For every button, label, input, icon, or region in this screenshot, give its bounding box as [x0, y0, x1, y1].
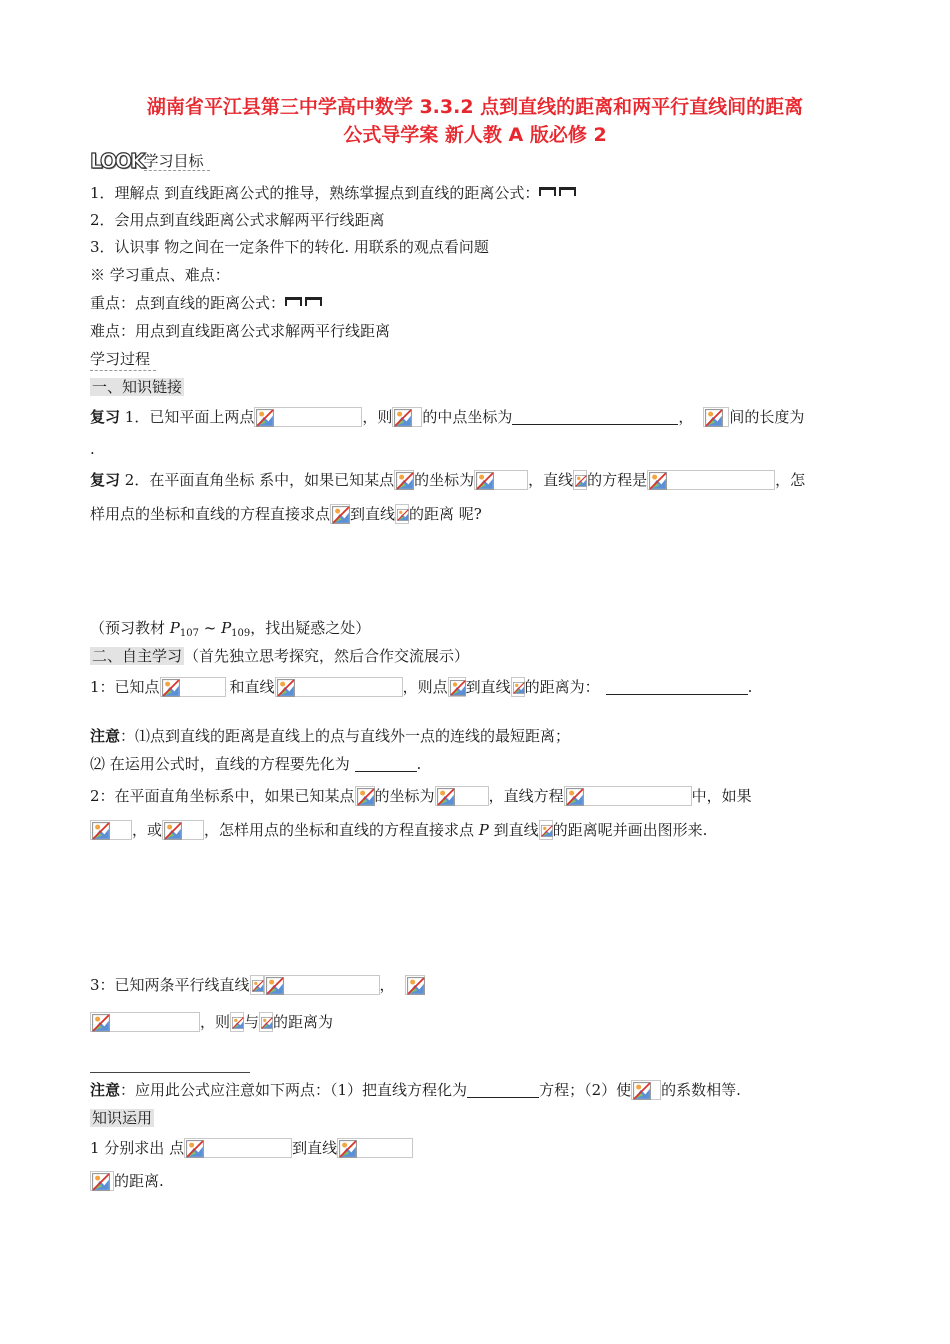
focus-heading: ※ 学习重点、难点：	[90, 266, 230, 284]
difficulty: 难点：用点到直线距离公式求解两平行线距离	[90, 322, 391, 340]
formula-image-icon	[90, 820, 132, 840]
formula-image-icon	[160, 677, 226, 697]
formula-image-icon	[474, 470, 528, 490]
formula-image-icon	[90, 1171, 114, 1191]
review-2-cont: 样用点的坐标和直线的方程直接求点 到直线 的距离 呢?	[90, 505, 482, 523]
formula-image-icon	[162, 820, 204, 840]
formula-placeholder-icon	[285, 297, 302, 306]
answer-blank[interactable]	[512, 408, 678, 425]
formula-image-icon	[230, 1012, 244, 1032]
formula-image-icon	[254, 407, 362, 427]
preview-note: （预习教材 $P_{107}$ ~ $P_{109}$，找出疑惑之处）	[90, 619, 371, 639]
formula-image-icon	[511, 677, 525, 697]
question-2-cont: ，或 ，怎样用点的坐标和直线的方程直接求点 P 到直线 的距离呢并画出图形来.	[90, 819, 707, 841]
formula-image-icon	[184, 1138, 292, 1158]
answer-blank[interactable]	[355, 755, 417, 772]
section-1-heading: 一、知识链接	[92, 378, 183, 396]
formula-placeholder-icon	[539, 187, 556, 196]
objective-3: 3．认识事 物之间在一定条件下的转化. 用联系的观点看问题	[90, 238, 489, 256]
formula-image-icon	[573, 470, 587, 490]
look-logo: LOOK	[90, 149, 144, 173]
question-2: 2：在平面直角坐标系中，如果已知某点 的坐标为 ，直线方程 中，如果	[90, 787, 752, 805]
formula-image-icon	[90, 1012, 200, 1032]
application-heading: 知识运用	[92, 1109, 153, 1127]
formula-image-icon	[394, 470, 414, 490]
question-1: 1：已知点 和直线 ，则点 到直线 的距离为： .	[90, 678, 753, 696]
answer-blank[interactable]	[606, 678, 748, 695]
review-2: 复习 2．在平面直角坐标 系中，如果已知某点 的坐标为 ，直线 的方程是 ，怎	[90, 471, 806, 489]
formula-placeholder-icon	[559, 187, 576, 196]
formula-image-icon	[355, 786, 375, 806]
objectives-heading-row	[90, 150, 210, 172]
formula-image-icon	[448, 677, 466, 697]
application-1-cont: 的距离.	[90, 1170, 164, 1192]
formula-image-icon	[395, 504, 409, 524]
formula-image-icon	[631, 1080, 661, 1100]
objective-1-text: 1．理解点 到直线距离公式的推导，熟练掌握点到直线的距离公式：	[90, 184, 540, 202]
title-line-2: 公式导学案 新人教 A 版必修 2	[343, 124, 607, 146]
review-1: 复习 1．已知平面上两点 ，则 的中点坐标为 ， 间的长度为	[90, 408, 805, 426]
formula-image-icon	[647, 470, 775, 490]
formula-image-icon	[264, 975, 380, 995]
objective-1	[90, 182, 579, 204]
formula-image-icon	[703, 407, 729, 427]
note-2: ⑵ 在运用公式时，直线的方程要先化为 .	[90, 755, 422, 773]
formula-image-icon	[337, 1138, 413, 1158]
formula-image-icon	[330, 504, 350, 524]
process-heading: 学习过程	[90, 348, 156, 371]
formula-placeholder-icon	[305, 297, 322, 306]
key-point	[90, 292, 325, 314]
formula-image-icon	[275, 677, 403, 697]
section-2-heading: 二、自主学习 （首先独立思考探究，然后合作交流展示）	[92, 647, 470, 665]
formula-image-icon	[405, 975, 425, 995]
objective-2: 2．会用点到直线距离公式求解两平行线距离	[90, 211, 385, 229]
formula-image-icon	[392, 407, 422, 427]
formula-image-icon	[259, 1012, 273, 1032]
key-point-text: 重点：点到直线的距离公式：	[90, 294, 286, 312]
answer-blank[interactable]	[467, 1081, 539, 1098]
application-1: 1 分别求出 点 到直线	[90, 1137, 413, 1159]
note-1: 注意：⑴点到直线的距离是直线上的点与直线外一点的连线的最短距离；	[90, 727, 571, 745]
review-1-end: .	[90, 440, 95, 458]
objectives-heading: 学习目标	[144, 152, 210, 171]
question-3-cont: ，则 与 的距离为	[90, 1011, 333, 1033]
answer-underline[interactable]	[90, 1072, 250, 1073]
title-line-1: 湖南省平江县第三中学高中数学 3.3.2 点到直线的距离和两平行直线间的距离	[146, 96, 804, 118]
question-3: 3：已知两条平行线直线 ，	[90, 974, 425, 996]
formula-image-icon	[564, 786, 692, 806]
formula-image-icon	[539, 820, 553, 840]
formula-image-icon	[250, 975, 264, 995]
note-3: 注意：应用此公式应注意如下两点：（1）把直线方程化为 方程；（2）使 的系数相等.	[90, 1081, 741, 1099]
formula-image-icon	[435, 786, 489, 806]
